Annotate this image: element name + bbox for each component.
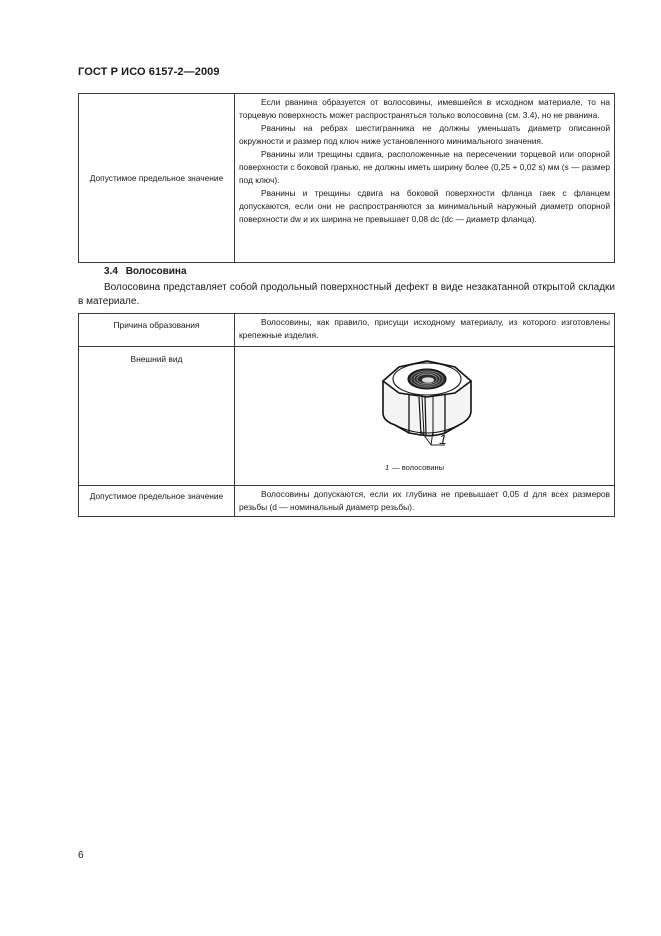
tolerance-paragraph: Рванины и трещины сдвига на боковой поверхности фланца гаек с фланцем допускаются, если они не распространяются за минимальный наружный диаметр опорной поверхности dw и их ширина не превышает 0,08 dc (dc — диаметр фланца). xyxy=(239,188,610,224)
hex-nut-illustration xyxy=(375,355,505,465)
appearance-figure-cell xyxy=(235,347,615,486)
caption-text: — волосовины xyxy=(392,463,445,472)
section-heading xyxy=(104,266,187,277)
section-title: Волосовина xyxy=(125,266,187,277)
tolerance-paragraph: Если рванина образуется от волосовины, имевшейся в исходном материале, то на торцевую поверхность может распространяться только волосовина (см. 3.4), но не рванина. xyxy=(239,97,610,120)
figure-caption xyxy=(385,461,444,474)
page-number: 6 xyxy=(78,850,84,861)
figure-callout-number: 1 xyxy=(439,431,447,447)
seam-defect-table xyxy=(78,313,615,517)
tolerance-paragraph: Рванины или трещины сдвига, расположенные на пересечении торцевой или опорной поверхности с боковой гранью, не должны иметь ширину более (0,25 + 0,02 s) мм (s — размер под ключ). xyxy=(239,149,610,185)
limit-label-cell: Допустимое предельное значение xyxy=(79,486,235,517)
document-header: ГОСТ Р ИСО 6157-2—2009 xyxy=(78,66,220,78)
tolerance-label-cell: Допустимое предельное значение xyxy=(79,94,235,263)
tolerance-text-cell xyxy=(235,94,615,263)
cause-text: Волосовины, как правило, присущи исходному материалу, из которого изготовлены крепежные изделия. xyxy=(239,317,610,340)
caption-number: 1 xyxy=(385,463,390,472)
limit-text: Волосовины допускаются, если их глубина не превышает 0,05 d для всех размеров резьбы (d — номинальный диаметр резьбы). xyxy=(239,489,610,512)
section-number: 3.4 xyxy=(104,266,118,277)
nut-figure xyxy=(235,347,614,485)
cause-text-cell xyxy=(235,314,615,347)
section-intro: Волосовина представляет собой продольный поверхностный дефект в виде незакатанной открытой складки в материале. xyxy=(78,282,615,307)
limit-text-cell xyxy=(235,486,615,517)
tolerance-table-continued xyxy=(78,93,615,263)
tolerance-paragraph: Рванины на ребрах шестигранника не должны уменьшать диаметр описанной окружности и размер под ключ ниже установленного минимального значения. xyxy=(239,123,610,146)
cause-label-cell: Причина образования xyxy=(79,314,235,347)
appearance-label-cell: Внешний вид xyxy=(79,347,235,486)
